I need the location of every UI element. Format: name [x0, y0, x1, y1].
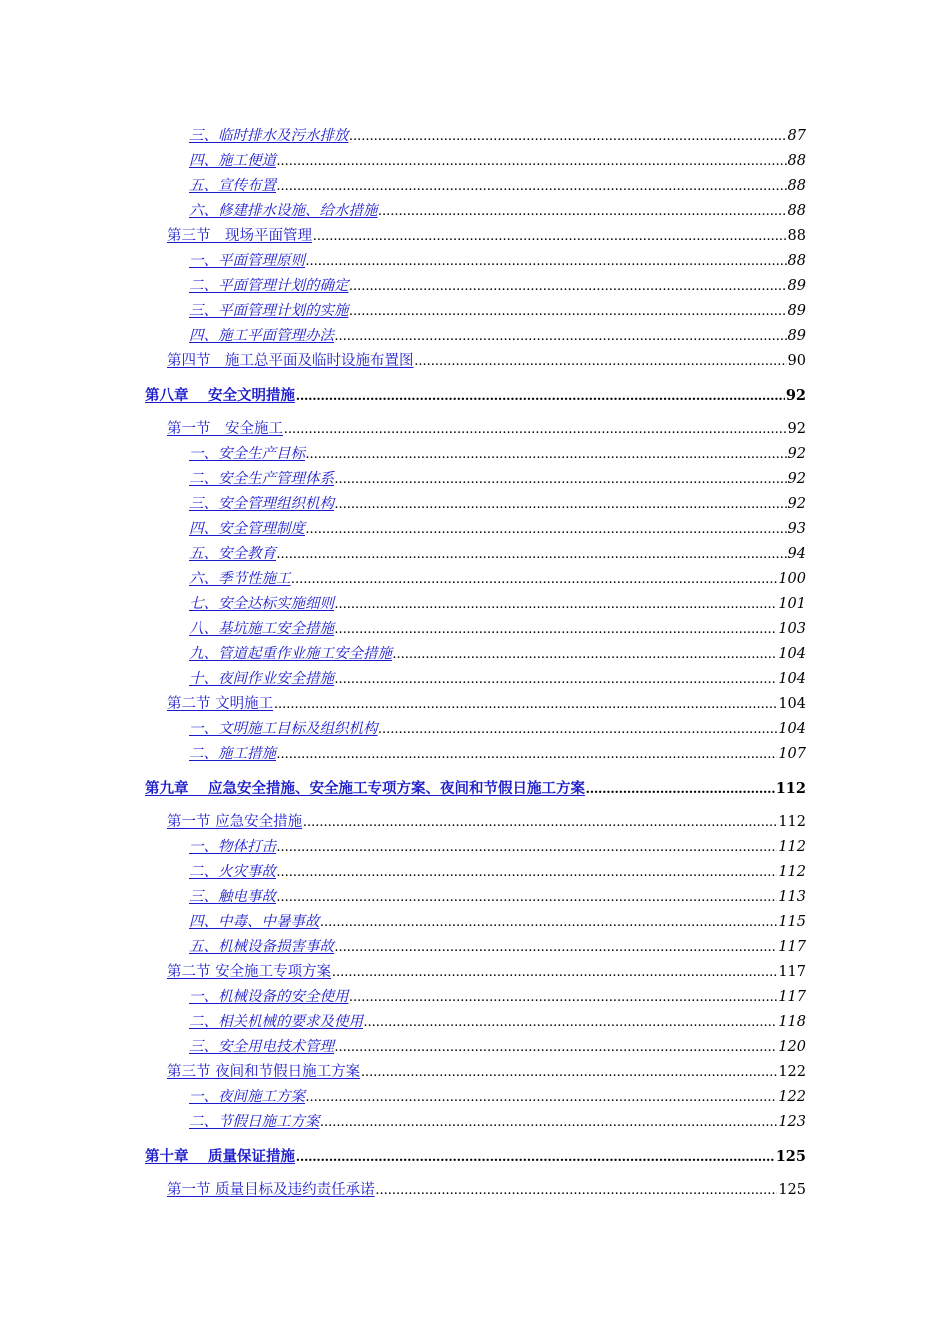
toc-page-number: 125: [778, 1182, 806, 1198]
toc-page-number: 122: [778, 1064, 806, 1080]
toc-entry-item[interactable]: [0, 1010, 806, 1035]
dot-leader: [364, 1010, 777, 1035]
toc-entry-link[interactable]: 第九章 应急安全措施、安全施工专项方案、夜间和节假日施工方案: [145, 780, 586, 797]
dot-leader: [277, 860, 777, 885]
dot-leader: [321, 910, 778, 935]
toc-entry-item[interactable]: [0, 492, 806, 517]
dot-leader: [277, 742, 777, 767]
toc-entry-link[interactable]: 四、施工便道: [189, 153, 276, 169]
toc-entry-link[interactable]: 三、临时排水及污水排放: [189, 128, 349, 144]
toc-entry-item[interactable]: [0, 567, 806, 592]
toc-page-number: 113: [778, 889, 806, 905]
toc-entry-item[interactable]: [0, 174, 806, 199]
toc-entry-link[interactable]: 二、火灾事故: [189, 864, 276, 880]
toc-entry-link[interactable]: 四、安全管理制度: [189, 521, 305, 537]
toc-entry-link[interactable]: 第三节 现场平面管理: [167, 228, 312, 244]
toc-page-number: 104: [778, 671, 806, 687]
toc-entry-item[interactable]: [0, 442, 806, 467]
dot-leader: [277, 542, 787, 567]
dot-leader: [335, 324, 787, 349]
toc-entry-link[interactable]: 一、夜间施工方案: [189, 1089, 305, 1105]
dot-leader: [415, 349, 787, 374]
toc-entry-link[interactable]: 三、平面管理计划的实施: [189, 303, 349, 319]
dot-leader: [393, 642, 777, 667]
toc-entry-item[interactable]: [0, 124, 806, 149]
toc-page-number: 88: [787, 178, 806, 194]
toc-entry-section[interactable]: [0, 692, 806, 717]
toc-entry-item[interactable]: [0, 985, 806, 1010]
toc-entry-item[interactable]: [0, 617, 806, 642]
toc-entry-link[interactable]: 第一节 应急安全措施: [167, 814, 303, 830]
toc-entry-section[interactable]: [0, 349, 806, 374]
toc-entry-link[interactable]: 七、安全达标实施细则: [189, 596, 334, 612]
dot-leader: [335, 667, 777, 692]
toc-entry-link[interactable]: 九、管道起重作业施工安全措施: [189, 646, 392, 662]
toc-page-number: 115: [778, 914, 806, 930]
toc-entry-link[interactable]: 八、基坑施工安全措施: [189, 621, 334, 637]
dot-leader: [335, 617, 777, 642]
dot-leader: [306, 517, 787, 542]
toc-page-number: 103: [778, 621, 806, 637]
toc-entry-link[interactable]: 第八章 安全文明措施: [145, 387, 296, 404]
toc-entry-link[interactable]: 一、物体打击: [189, 839, 276, 855]
toc-page-number: 94: [787, 546, 806, 562]
toc-entry-chapter[interactable]: [0, 383, 806, 408]
dot-leader: [335, 592, 777, 617]
dot-leader: [376, 1178, 778, 1203]
dot-leader: [335, 467, 787, 492]
toc-entry-chapter[interactable]: [0, 1144, 806, 1169]
toc-entry-link[interactable]: 二、施工措施: [189, 746, 276, 762]
toc-page-number: 89: [787, 303, 806, 319]
toc-entry-link[interactable]: 一、平面管理原则: [189, 253, 305, 269]
toc-entry-section[interactable]: [0, 960, 806, 985]
toc-entry-link[interactable]: 一、机械设备的安全使用: [189, 989, 349, 1005]
toc-entry-link[interactable]: 六、修建排水设施、给水措施: [189, 203, 378, 219]
toc-entry-link[interactable]: 三、安全管理组织机构: [189, 496, 334, 512]
toc-entry-section[interactable]: [0, 417, 806, 442]
dot-leader: [277, 174, 787, 199]
toc-entry-section[interactable]: [0, 1060, 806, 1085]
dot-leader: [277, 835, 777, 860]
toc-entry-link[interactable]: 第三节 夜间和节假日施工方案: [167, 1064, 361, 1080]
toc-entry-item[interactable]: [0, 717, 806, 742]
toc-entry-item[interactable]: [0, 542, 806, 567]
dot-leader: [586, 776, 775, 802]
toc-entry-link[interactable]: 一、文明施工目标及组织机构: [189, 721, 378, 737]
toc-page-number: 92: [787, 471, 806, 487]
toc-entry-item[interactable]: [0, 667, 806, 692]
dot-leader: [361, 1060, 777, 1085]
toc-entry-link[interactable]: 第一节 质量目标及违约责任承诺: [167, 1182, 375, 1198]
toc-page-number: 117: [778, 989, 806, 1005]
toc-entry-link[interactable]: 五、机械设备损害事故: [189, 939, 334, 955]
dot-leader: [306, 442, 787, 467]
dot-leader: [350, 299, 787, 324]
table-of-contents: [0, 124, 950, 1203]
toc-entry-item[interactable]: [0, 885, 806, 910]
toc-entry-link[interactable]: 第十章 质量保证措施: [145, 1148, 296, 1165]
toc-page-number: 88: [787, 253, 806, 269]
toc-entry-link[interactable]: 二、平面管理计划的确定: [189, 278, 349, 294]
toc-page-number: 92: [785, 387, 806, 404]
toc-entry-link[interactable]: 第一节 安全施工: [167, 421, 283, 437]
toc-entry-item[interactable]: [0, 199, 806, 224]
toc-page-number: 87: [787, 128, 806, 144]
toc-entry-link[interactable]: 六、季节性施工: [189, 571, 291, 587]
toc-entry-link[interactable]: 五、宣传布置: [189, 178, 276, 194]
dot-leader: [335, 1035, 777, 1060]
toc-entry-link[interactable]: 一、安全生产目标: [189, 446, 305, 462]
toc-entry-item[interactable]: [0, 1110, 806, 1135]
dot-leader: [335, 492, 787, 517]
dot-leader: [350, 985, 778, 1010]
toc-entry-link[interactable]: 五、安全教育: [189, 546, 276, 562]
dot-leader: [335, 935, 777, 960]
toc-entry-link[interactable]: 二、相关机械的要求及使用: [189, 1014, 363, 1030]
dot-leader: [379, 717, 778, 742]
toc-page-number: 125: [775, 1148, 806, 1165]
toc-entry-chapter[interactable]: [0, 776, 806, 801]
toc-entry-item[interactable]: [0, 592, 806, 617]
toc-page-number: 112: [778, 864, 806, 880]
toc-entry-item[interactable]: [0, 324, 806, 349]
toc-entry-link[interactable]: 四、施工平面管理办法: [189, 328, 334, 344]
dot-leader: [306, 249, 787, 274]
toc-page-number: 112: [778, 839, 806, 855]
dot-leader: [321, 1110, 778, 1135]
toc-page-number: 122: [778, 1089, 806, 1105]
dot-leader: [277, 885, 777, 910]
toc-entry-item[interactable]: [0, 249, 806, 274]
toc-entry-item[interactable]: [0, 835, 806, 860]
toc-entry-item[interactable]: [0, 299, 806, 324]
dot-leader: [292, 567, 778, 592]
toc-entry-item[interactable]: [0, 517, 806, 542]
toc-page-number: 112: [775, 780, 806, 797]
toc-entry-section[interactable]: [0, 224, 806, 249]
toc-entry-item[interactable]: [0, 149, 806, 174]
toc-entry-item[interactable]: [0, 274, 806, 299]
dot-leader: [284, 417, 787, 442]
toc-page-number: 92: [787, 496, 806, 512]
toc-entry-item[interactable]: [0, 860, 806, 885]
toc-entry-link[interactable]: 二、节假日施工方案: [189, 1114, 320, 1130]
toc-entry-link[interactable]: 十、夜间作业安全措施: [189, 671, 334, 687]
toc-entry-item[interactable]: [0, 1085, 806, 1110]
toc-entry-item[interactable]: [0, 642, 806, 667]
dot-leader: [296, 1144, 775, 1170]
toc-page-number: 100: [778, 571, 806, 587]
dot-leader: [303, 810, 777, 835]
toc-page-number: 123: [778, 1114, 806, 1130]
toc-entry-link[interactable]: 第四节 施工总平面及临时设施布置图: [167, 353, 414, 369]
dot-leader: [313, 224, 787, 249]
toc-page-number: 107: [778, 746, 806, 762]
toc-entry-link[interactable]: 二、安全生产管理体系: [189, 471, 334, 487]
toc-page-number: 88: [787, 153, 806, 169]
dot-leader: [306, 1085, 777, 1110]
toc-entry-item[interactable]: [0, 1035, 806, 1060]
toc-entry-item[interactable]: [0, 467, 806, 492]
toc-page-number: 101: [778, 596, 806, 612]
toc-entry-link[interactable]: 第二节 安全施工专项方案: [167, 964, 332, 980]
toc-page-number: 104: [778, 696, 806, 712]
toc-page-number: 92: [787, 421, 806, 437]
toc-page-number: 117: [778, 939, 806, 955]
toc-entry-item[interactable]: [0, 935, 806, 960]
toc-page-number: 104: [778, 646, 806, 662]
toc-page-number: 90: [787, 353, 806, 369]
dot-leader: [274, 692, 777, 717]
toc-page-number: 93: [787, 521, 806, 537]
toc-page-number: 120: [778, 1039, 806, 1055]
dot-leader: [277, 149, 787, 174]
toc-entry-item[interactable]: [0, 742, 806, 767]
dot-leader: [350, 274, 787, 299]
dot-leader: [296, 383, 785, 409]
toc-entry-section[interactable]: [0, 1178, 806, 1203]
dot-leader: [379, 199, 787, 224]
toc-page-number: 89: [787, 278, 806, 294]
toc-page-number: 104: [778, 721, 806, 737]
toc-page-number: 118: [778, 1014, 806, 1030]
toc-entry-link[interactable]: 三、安全用电技术管理: [189, 1039, 334, 1055]
toc-entry-link[interactable]: 三、触电事故: [189, 889, 276, 905]
toc-page-number: 88: [787, 228, 806, 244]
dot-leader: [332, 960, 777, 985]
toc-page-number: 89: [787, 328, 806, 344]
toc-page-number: 112: [778, 814, 806, 830]
toc-entry-link[interactable]: 第二节 文明施工: [167, 696, 274, 712]
toc-page-number: 88: [787, 203, 806, 219]
toc-page-number: 117: [778, 964, 806, 980]
toc-page-number: 92: [787, 446, 806, 462]
toc-entry-section[interactable]: [0, 810, 806, 835]
dot-leader: [350, 124, 787, 149]
toc-entry-link[interactable]: 四、中毒、中暑事故: [189, 914, 320, 930]
toc-entry-item[interactable]: [0, 910, 806, 935]
